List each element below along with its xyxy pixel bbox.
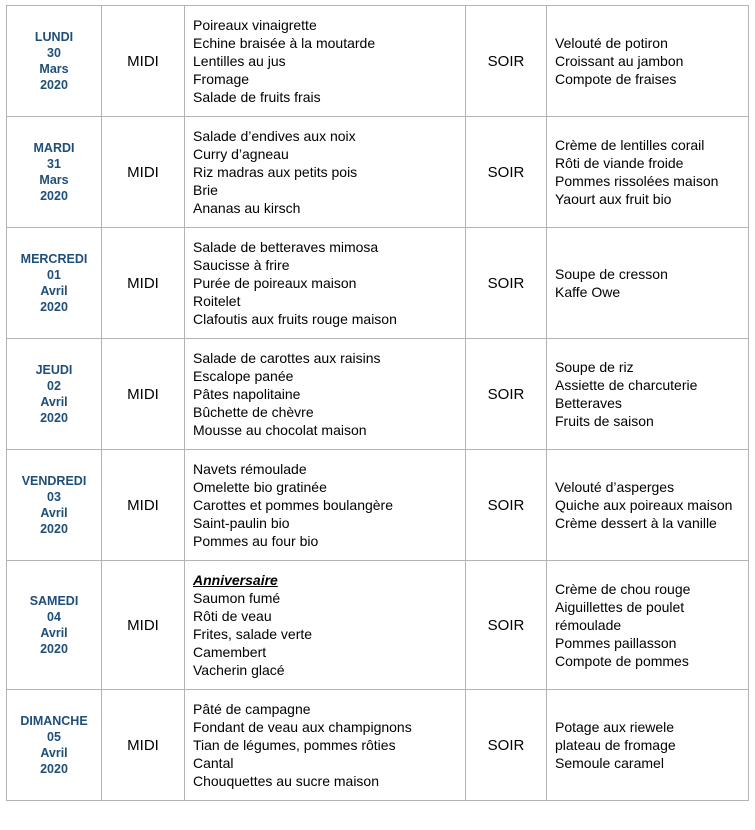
dish: Lentilles au jus (193, 53, 286, 69)
dish: Salade d’endives aux noix (193, 128, 356, 144)
menu-row-vendredi (7, 450, 749, 561)
dish: Salade de fruits frais (193, 89, 321, 105)
soir-label: SOIR (466, 6, 547, 117)
dish: Carottes et pommes boulangère (193, 497, 393, 513)
soir-label: SOIR (466, 690, 547, 801)
day-year: 2020 (40, 189, 68, 203)
dish: Yaourt aux fruit bio (555, 191, 672, 207)
dish: Poireaux vinaigrette (193, 17, 317, 33)
soir-menu (547, 228, 749, 339)
dish: Omelette bio gratinée (193, 479, 327, 495)
special-occasion: Anniversaire (193, 572, 278, 588)
dish: Roitelet (193, 293, 241, 309)
midi-menu (185, 690, 466, 801)
midi-menu (185, 6, 466, 117)
dish: Salade de carottes aux raisins (193, 350, 381, 366)
dish: Vacherin glacé (193, 662, 285, 678)
midi-label: MIDI (102, 6, 185, 117)
day-number: 02 (47, 379, 61, 393)
soir-menu (547, 339, 749, 450)
day-number: 01 (47, 268, 61, 282)
soir-label: SOIR (466, 228, 547, 339)
dish: Camembert (193, 644, 267, 660)
menu-row-mardi (7, 117, 749, 228)
dish: rémoulade (555, 617, 622, 633)
day-name: JEUDI (35, 363, 73, 377)
day-cell (7, 339, 102, 450)
dish: Crème de chou rouge (555, 581, 691, 597)
dish: Tian de légumes, pommes rôties (193, 737, 396, 753)
dish: Cantal (193, 755, 234, 771)
midi-menu (185, 339, 466, 450)
soir-menu (547, 450, 749, 561)
dish: Rôti de viande froide (555, 155, 684, 171)
day-name: LUNDI (34, 30, 74, 44)
dish: Pommes rissolées maison (555, 173, 719, 189)
dish: Pommes paillasson (555, 635, 677, 651)
day-month: Avril (40, 395, 68, 409)
day-month: Avril (40, 746, 68, 760)
dish: Fondant de veau aux champignons (193, 719, 412, 735)
dish: Curry d’agneau (193, 146, 289, 162)
menu-row-jeudi (7, 339, 749, 450)
day-year: 2020 (40, 762, 68, 776)
dish: Semoule caramel (555, 755, 664, 771)
dish: Saucisse à frire (193, 257, 290, 273)
dish: Saint-paulin bio (193, 515, 290, 531)
midi-label: MIDI (102, 561, 185, 690)
midi-label: MIDI (102, 339, 185, 450)
dish: Quiche aux poireaux maison (555, 497, 733, 513)
menu-row-dimanche (7, 690, 749, 801)
dish: Fruits de saison (555, 413, 654, 429)
soir-label: SOIR (466, 339, 547, 450)
soir-menu (547, 690, 749, 801)
day-number: 03 (47, 490, 61, 504)
day-year: 2020 (40, 522, 68, 536)
dish: Crème dessert à la vanille (555, 515, 717, 531)
day-month: Avril (40, 506, 68, 520)
dish: Crème de lentilles corail (555, 137, 705, 153)
day-name: MARDI (33, 141, 75, 155)
dish: Velouté d’asperges (555, 479, 675, 495)
midi-menu (185, 117, 466, 228)
soir-menu (547, 6, 749, 117)
dish: Compote de fraises (555, 71, 677, 87)
menu-row-mercredi (7, 228, 749, 339)
dish: Ananas au kirsch (193, 200, 301, 216)
day-cell (7, 228, 102, 339)
day-number: 05 (47, 730, 61, 744)
soir-label: SOIR (466, 450, 547, 561)
dish: Echine braisée à la moutarde (193, 35, 376, 51)
day-number: 04 (47, 610, 61, 624)
dish: Purée de poireaux maison (193, 275, 357, 291)
day-number: 30 (47, 46, 61, 60)
dish: plateau de fromage (555, 737, 676, 753)
dish: Salade de betteraves mimosa (193, 239, 379, 255)
day-name: VENDREDI (21, 474, 87, 488)
day-year: 2020 (40, 300, 68, 314)
day-cell (7, 561, 102, 690)
day-name: MERCREDI (20, 252, 88, 266)
dish: Brie (193, 182, 218, 198)
dish: Riz madras aux petits pois (193, 164, 358, 180)
dish: Chouquettes au sucre maison (193, 773, 379, 789)
dish: Escalope panée (193, 368, 294, 384)
midi-label: MIDI (102, 117, 185, 228)
day-name: SAMEDI (29, 594, 79, 608)
dish: Compote de pommes (555, 653, 689, 669)
midi-label: MIDI (102, 228, 185, 339)
soir-menu (547, 117, 749, 228)
midi-menu (185, 228, 466, 339)
midi-label: MIDI (102, 690, 185, 801)
day-name: DIMANCHE (20, 714, 88, 728)
day-cell (7, 690, 102, 801)
menu-row-lundi (7, 6, 749, 117)
dish: Pâtes napolitaine (193, 386, 301, 402)
day-month: Avril (40, 284, 68, 298)
weekly-menu-table (6, 5, 749, 801)
dish: Clafoutis aux fruits rouge maison (193, 311, 397, 327)
dish: Rôti de veau (193, 608, 272, 624)
day-cell (7, 450, 102, 561)
dish: Mousse au chocolat maison (193, 422, 367, 438)
dish: Velouté de potiron (555, 35, 668, 51)
day-year: 2020 (40, 642, 68, 656)
soir-menu (547, 561, 749, 690)
dish: Soupe de riz (555, 359, 634, 375)
menu-row-samedi (7, 561, 749, 690)
soir-label: SOIR (466, 117, 547, 228)
day-cell (7, 117, 102, 228)
day-month: Avril (40, 626, 68, 640)
day-month: Mars (39, 62, 69, 76)
dish: Croissant au jambon (555, 53, 684, 69)
dish: Saumon fumé (193, 590, 281, 606)
midi-label: MIDI (102, 450, 185, 561)
day-month: Mars (39, 173, 69, 187)
dish: Aiguillettes de poulet (555, 599, 685, 615)
dish: Navets rémoulade (193, 461, 307, 477)
dish: Frites, salade verte (193, 626, 313, 642)
dish: Kaffe Owe (555, 284, 621, 300)
midi-menu (185, 561, 466, 690)
dish: Fromage (193, 71, 250, 87)
midi-menu (185, 450, 466, 561)
day-year: 2020 (40, 78, 68, 92)
day-cell (7, 6, 102, 117)
dish: Soupe de cresson (555, 266, 668, 282)
dish: Potage aux riewele (555, 719, 675, 735)
dish: Pâté de campagne (193, 701, 311, 717)
dish: Betteraves (555, 395, 622, 411)
dish: Pommes au four bio (193, 533, 319, 549)
dish: Bûchette de chèvre (193, 404, 314, 420)
soir-label: SOIR (466, 561, 547, 690)
dish: Assiette de charcuterie (555, 377, 698, 393)
day-number: 31 (47, 157, 61, 171)
day-year: 2020 (40, 411, 68, 425)
